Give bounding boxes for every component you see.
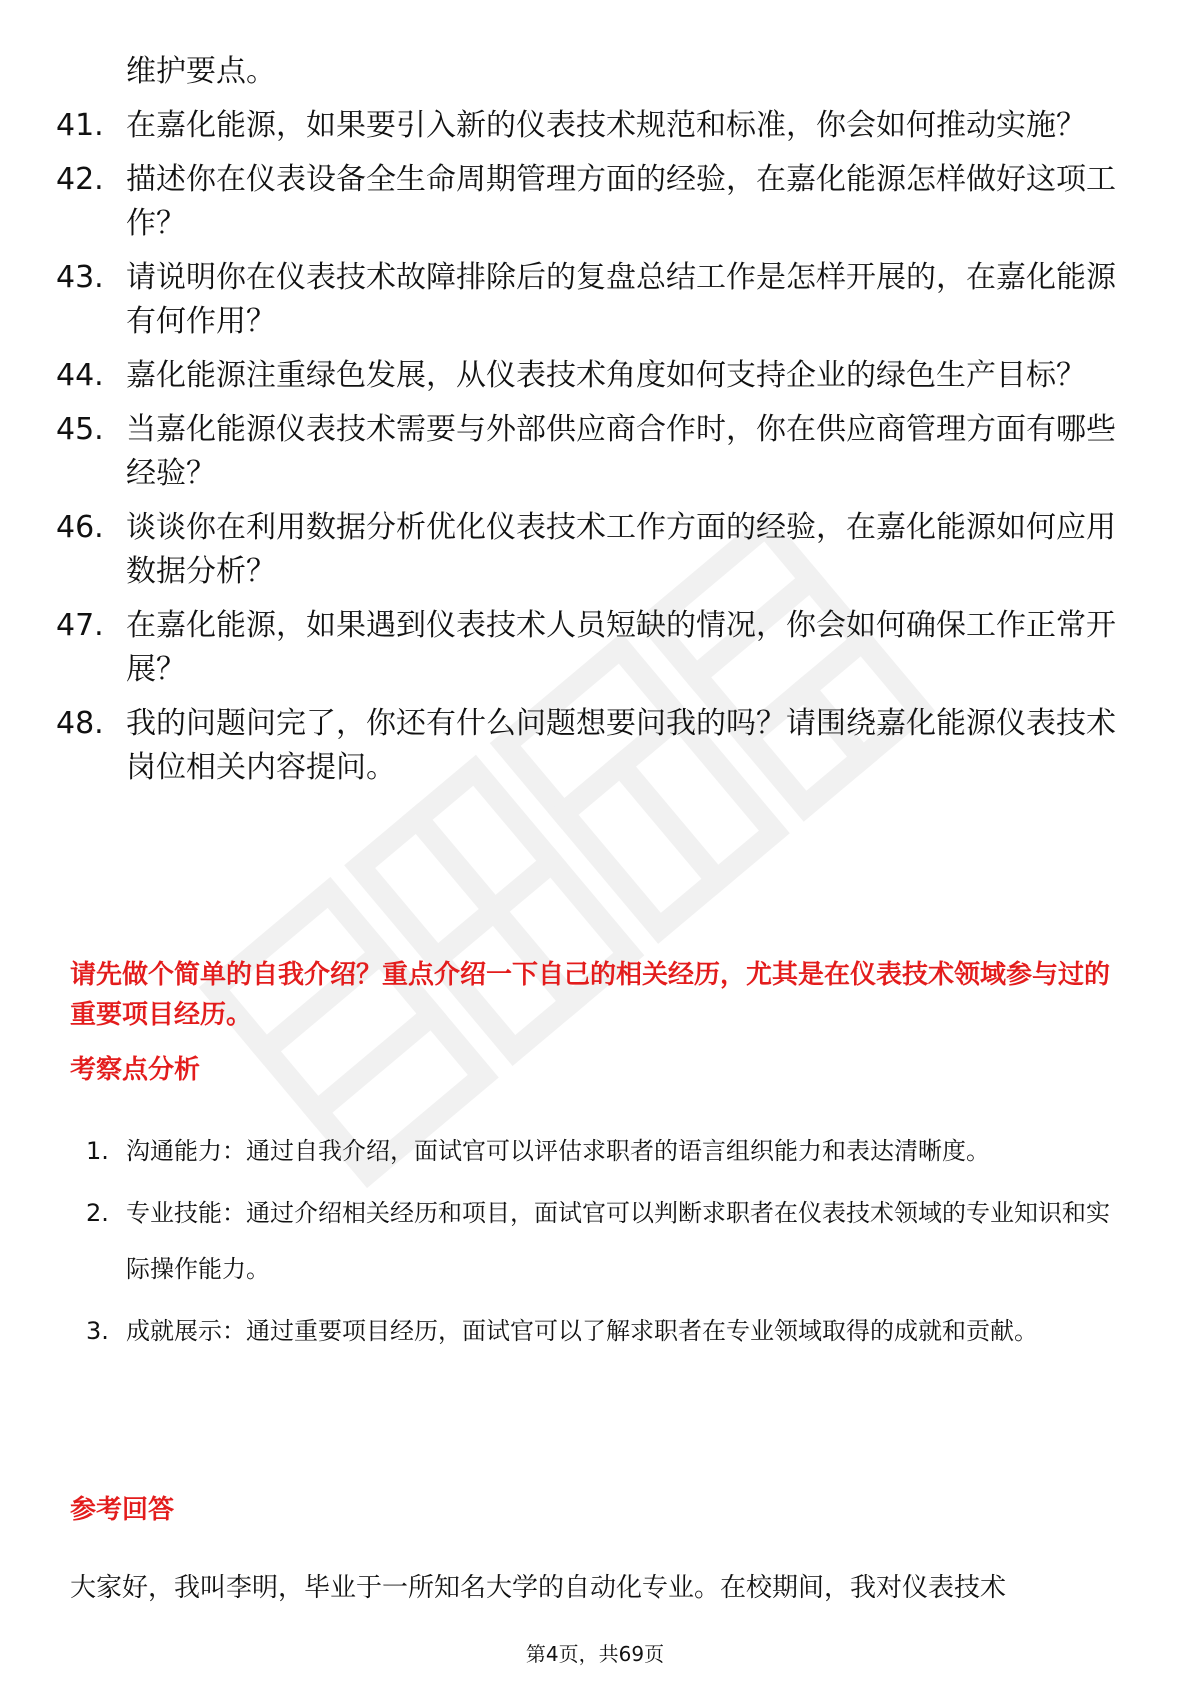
list-item-number: 46. [56,510,104,545]
answer-paragraph: 大家好，我叫李明，毕业于一所知名大学的自动化专业。在校期间，我对仪表技术 [70,1573,1007,1603]
list-item-number: 48. [56,706,104,741]
analysis-list [86,1123,1126,1365]
list-item-number: 44. [56,358,104,393]
list-item [56,408,1126,496]
question-list [56,104,1126,800]
list-item-text: 成就展示：通过重要项目经历，面试官可以了解求职者在专业领域取得的成就和贡献。 [126,1317,1038,1345]
answer-heading: 参考回答 [70,1495,175,1525]
list-item-number: 43. [56,260,104,295]
question-continuation: 维护要点。 [126,54,276,89]
list-item-number: 2. [86,1199,109,1227]
list-item-number: 3. [86,1317,109,1345]
list-item-number: 41. [56,108,104,143]
list-item [86,1303,1126,1359]
list-item-number: 42. [56,162,104,197]
list-item-text: 当嘉化能源仪表技术需要与外部供应商合作时，你在供应商管理方面有哪些经验？ [126,412,1116,491]
list-item-number: 45. [56,412,104,447]
list-item [56,354,1126,398]
list-item-text: 专业技能：通过介绍相关经历和项目，面试官可以判断求职者在仪表技术领域的专业知识和实际操作能力。 [126,1199,1110,1283]
page-number: 第4页，共69页 [525,1642,665,1666]
main-question-heading: 请先做个简单的自我介绍？重点介绍一下自己的相关经历，尤其是在仪表技术领域参与过的重要项目经历。 [70,960,1111,1030]
list-item-text: 嘉化能源注重绿色发展，从仪表技术角度如何支持企业的绿色生产目标？ [126,358,1086,393]
list-item [56,506,1126,594]
list-item [56,604,1126,692]
list-item-text: 描述你在仪表设备全生命周期管理方面的经验，在嘉化能源怎样做好这项工作？ [126,162,1116,241]
list-item [86,1185,1126,1297]
list-item-text: 请说明你在仪表技术故障排除后的复盘总结工作是怎样开展的，在嘉化能源有何作用？ [126,260,1116,339]
list-item-number: 47. [56,608,104,643]
list-item-text: 谈谈你在利用数据分析优化仪表技术工作方面的经验，在嘉化能源如何应用数据分析？ [126,510,1116,589]
list-item-text: 我的问题问完了，你还有什么问题想要问我的吗？请围绕嘉化能源仪表技术岗位相关内容提问。 [126,706,1116,785]
list-item [56,256,1126,344]
list-item-number: 1. [86,1137,109,1165]
analysis-heading: 考察点分析 [70,1055,201,1085]
list-item-text: 在嘉化能源，如果要引入新的仪表技术规范和标准，你会如何推动实施？ [126,108,1086,143]
list-item [86,1123,1126,1179]
list-item [56,158,1126,246]
list-item [56,104,1126,148]
list-item-text: 沟通能力：通过自我介绍，面试官可以评估求职者的语言组织能力和表达清晰度。 [126,1137,990,1165]
list-item-text: 在嘉化能源，如果遇到仪表技术人员短缺的情况，你会如何确保工作正常开展？ [126,608,1116,687]
list-item [56,702,1126,790]
